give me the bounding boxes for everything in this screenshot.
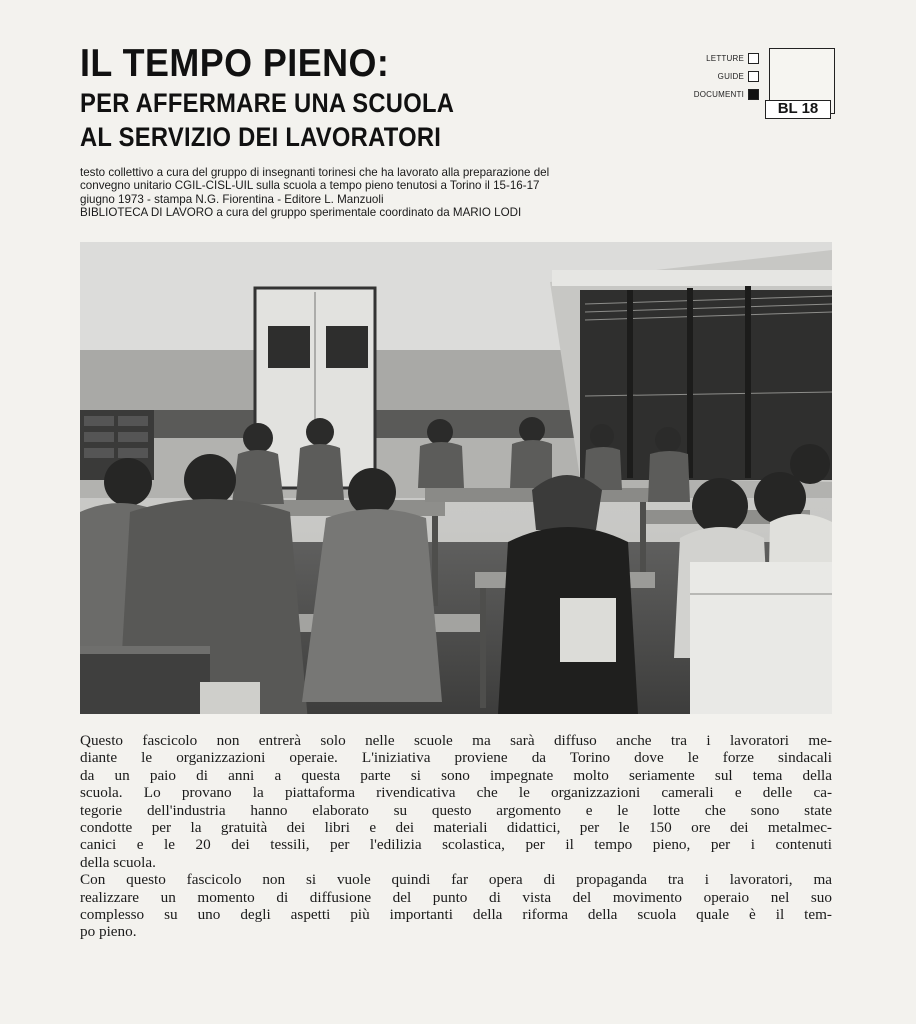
series-code: BL 18 bbox=[765, 100, 831, 119]
series-item-documenti bbox=[694, 88, 759, 100]
body-line: realizzare un momento di diffusione del punto di vista del movimento operaio nel suo bbox=[80, 888, 832, 906]
intro-line: giugno 1973 - stampa N.G. Fiorentina - Editore L. Manzuoli bbox=[80, 192, 384, 206]
series-label: LETTURE bbox=[706, 53, 744, 63]
body-line: scuola. Lo provano la piattaforma rivendicativa che le organizzazioni camerali e delle ca- bbox=[80, 784, 832, 802]
body-line: po pieno. bbox=[80, 923, 137, 941]
body-line: Con questo fascicolo non si vuole quindi far opera di propaganda tra i lavoratori, ma bbox=[80, 871, 832, 889]
classroom-photo-illustration bbox=[80, 242, 832, 714]
body-line: canici e le 20 dei tessili, per l'edilizia scolastica, per il tempo pieno, per i contenuti bbox=[80, 836, 832, 854]
series-label: GUIDE bbox=[717, 71, 744, 81]
checkbox-empty-icon bbox=[748, 71, 759, 82]
checkbox-filled-icon bbox=[748, 89, 759, 100]
intro-credits bbox=[80, 166, 720, 220]
body-line: da un paio di anni a questa parte si sono impegnate molto seriamente sul tema della bbox=[80, 766, 832, 784]
intro-line: testo collettivo a cura del gruppo di insegnanti torinesi che ha lavorato alla preparazione del bbox=[80, 166, 550, 179]
body-line: condotte per la gratuità dei libri e dei materiali didattici, per le 150 ore dei metalmec- bbox=[80, 819, 832, 837]
series-item-letture bbox=[706, 52, 759, 64]
body-line: della scuola. bbox=[80, 853, 156, 871]
intro-line: BIBLIOTECA DI LAVORO a cura del gruppo sperimentale coordinato da MARIO LODI bbox=[80, 206, 522, 220]
body-line: diante le organizzazioni operaie. L'iniziativa proviene da Torino dove le forze sindacali bbox=[80, 749, 832, 767]
subtitle-line-1: PER AFFERMARE UNA SCUOLA bbox=[80, 88, 455, 118]
page-title: IL TEMPO PIENO: bbox=[80, 42, 390, 85]
body-text bbox=[80, 732, 832, 941]
body-line: Questo fascicolo non entrerà solo nelle scuole ma sarà diffuso anche tra i lavoratori me- bbox=[80, 732, 832, 749]
series-label: DOCUMENTI bbox=[693, 89, 744, 99]
classroom-photo bbox=[80, 242, 832, 714]
body-line: complesso su uno degli aspetti più importanti della riforma della scuola quale è il tem- bbox=[80, 906, 832, 924]
checkbox-empty-icon bbox=[748, 53, 759, 64]
series-indicator bbox=[695, 50, 835, 120]
intro-line: convegno unitario CGIL-CISL-UIL sulla scuola a tempo pieno tenutosi a Torino il 15-16-17 bbox=[80, 179, 540, 193]
body-line: tegorie dell'industria hanno elaborato su questo argomento e le lotte che sono state bbox=[80, 801, 832, 819]
series-item-guide bbox=[718, 70, 759, 82]
subtitle-line-2: AL SERVIZIO DEI LAVORATORI bbox=[80, 122, 442, 152]
